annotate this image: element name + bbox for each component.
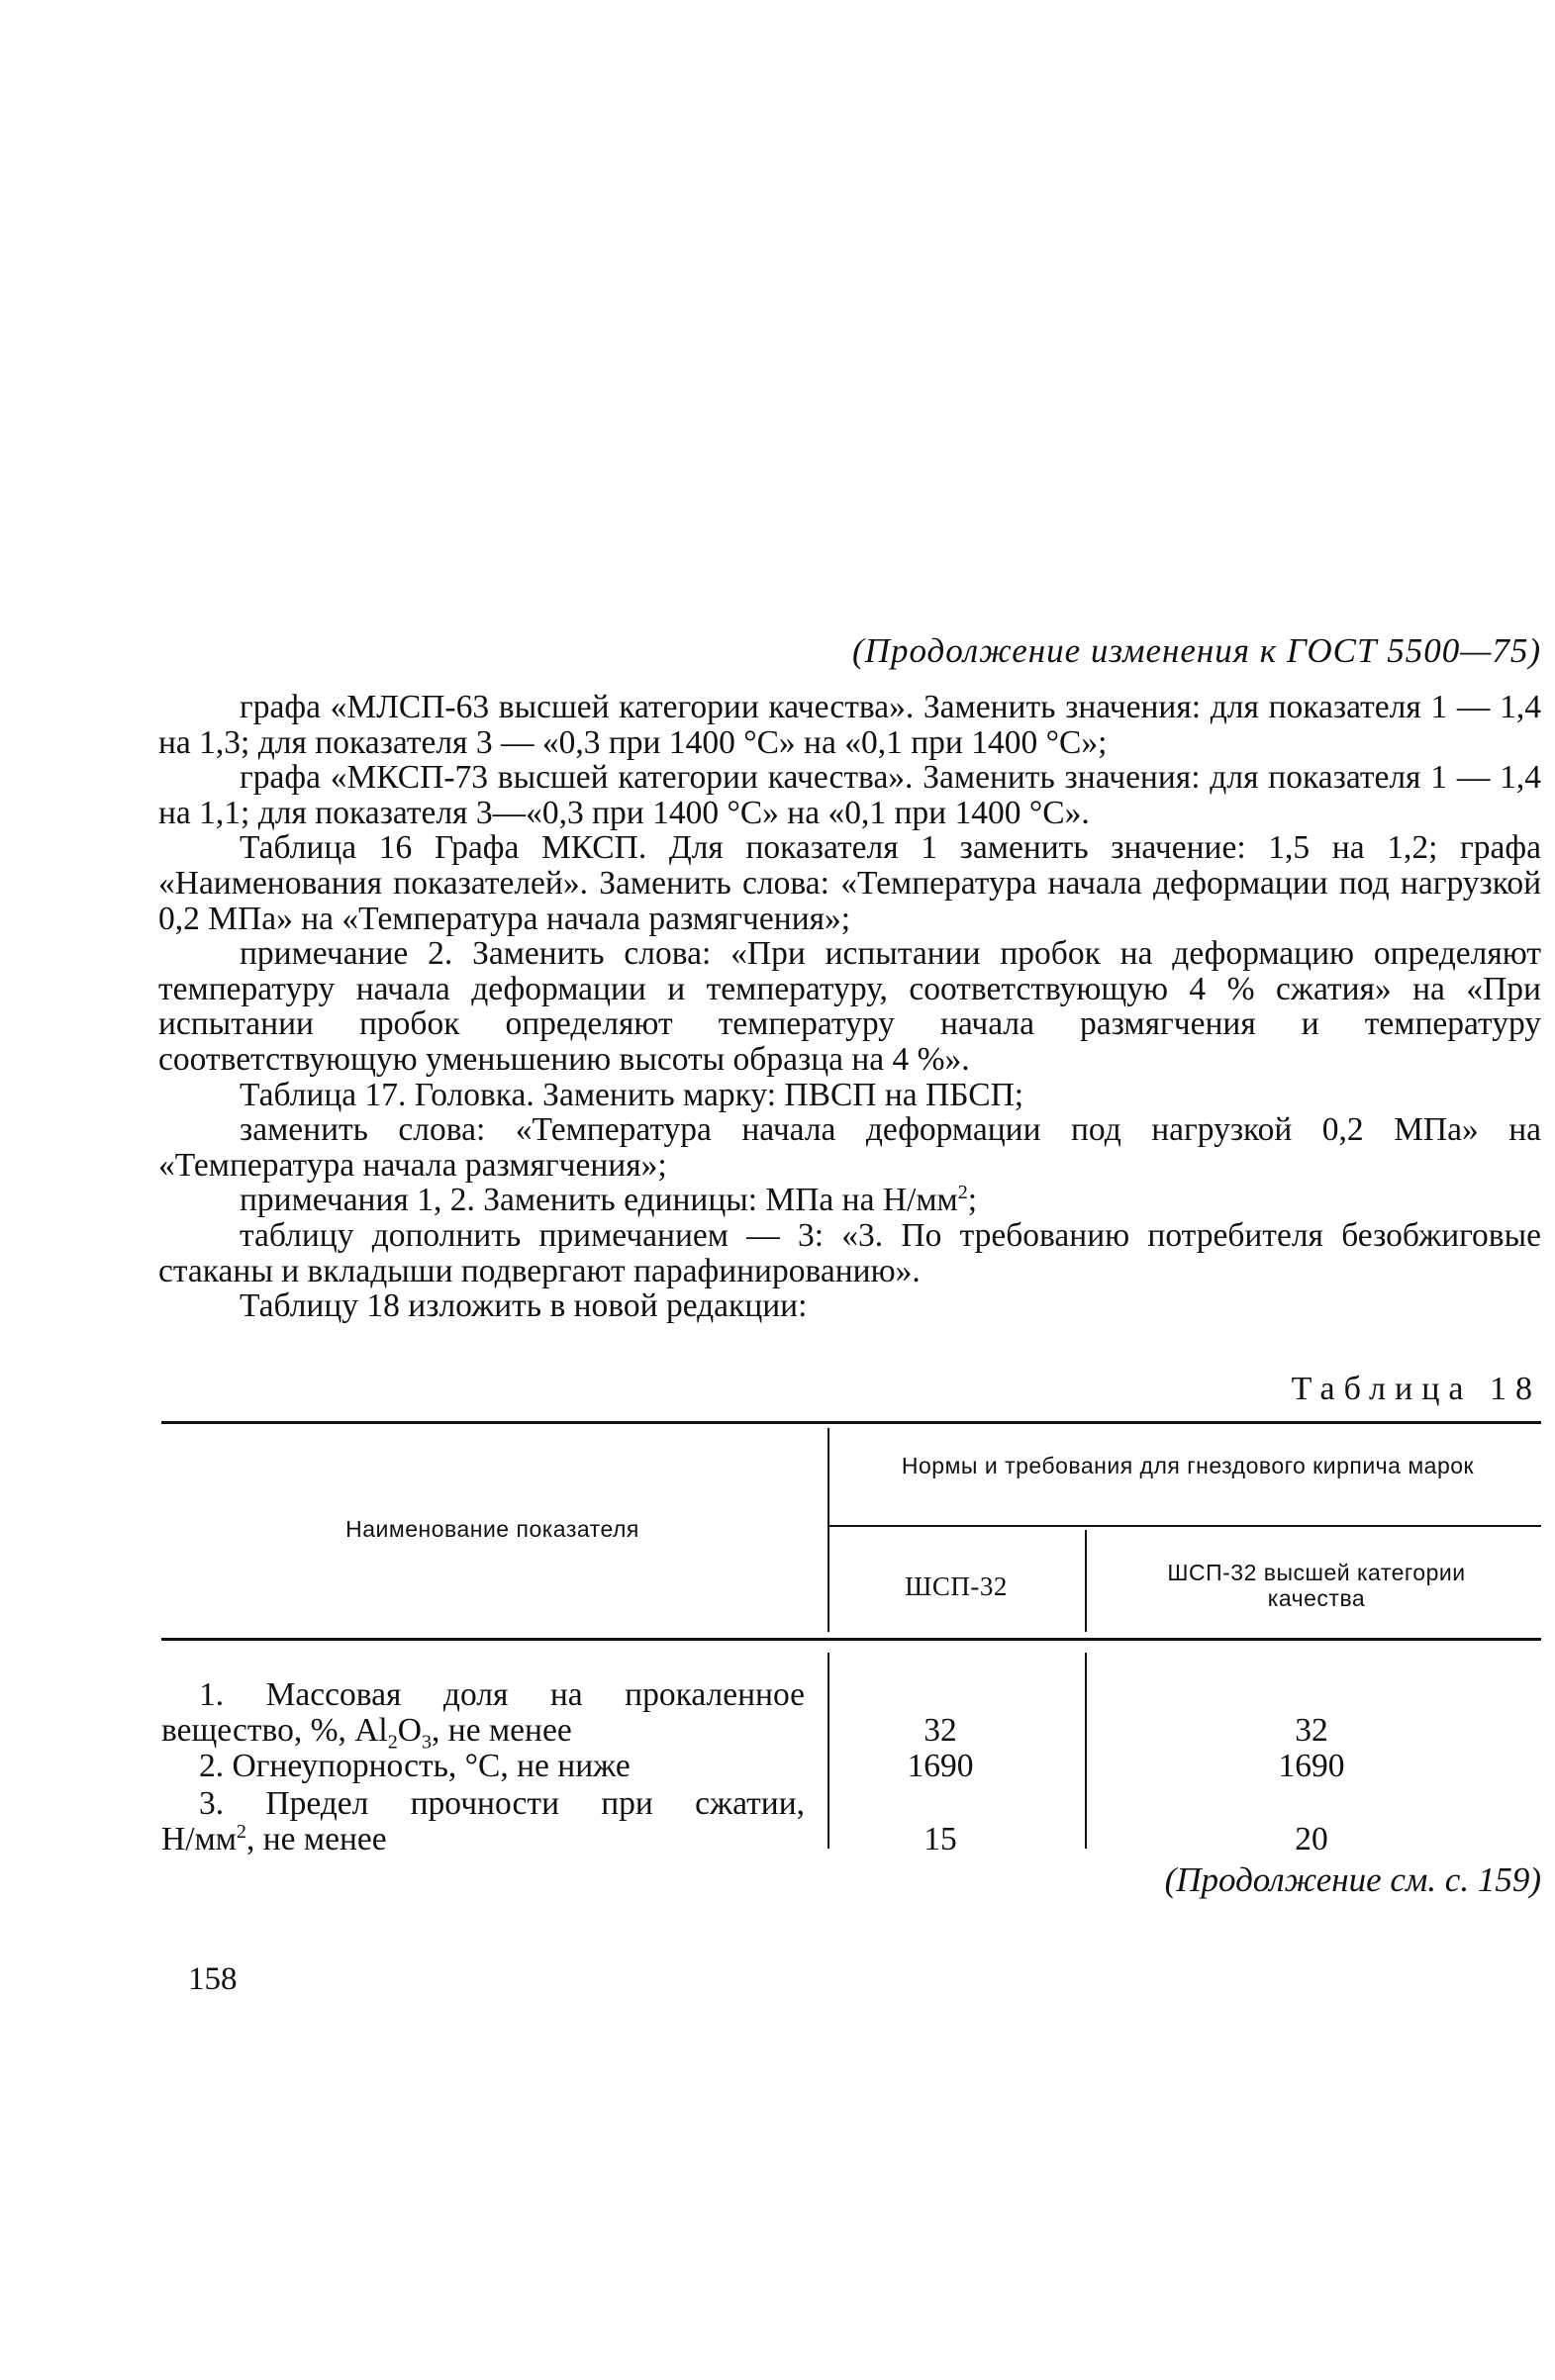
paragraph: Таблица 16 Графа МКСП. Для показателя 1 заменить значение: 1,5 на 1,2; графа «Наименования показателей». Заменить слова: «Температура начала деформации под нагрузкой 0,2 МПа» на «Температура начала размягчения»; xyxy=(158,829,1541,937)
paragraph: примечание 2. Заменить слова: «При испытании пробок на деформацию определяют температуру начала деформации и температуру, соответствующую 4 % сжатия» на «При испытании пробок определяют температуру начала размягчения и температуру соответствующую уменьшению высоты образца на 4 %». xyxy=(158,935,1541,1078)
table-top-rule xyxy=(161,1421,1541,1424)
table-cell-value: 32 xyxy=(923,1712,957,1749)
table-row-name: 3. Предел прочности при сжатии, $Н/мм^2$, не менее xyxy=(161,1785,805,1857)
body-text xyxy=(158,690,1541,1324)
page-number: 158 xyxy=(188,1961,238,1997)
paragraph: Таблицу 18 изложить в новой редакции: xyxy=(240,1287,808,1325)
paragraph: графа «МКСП-73 высшей категории качества». Заменить значения: для показателя 1 — 1,4 на 1,1; для показателя 3—«0,3 при 1400 °С» на «0,1 при 1400 °С». xyxy=(158,759,1541,831)
column-divider xyxy=(1085,1530,1087,1632)
table-caption: Таблица 18 xyxy=(1291,1371,1541,1407)
table-cell-value: 1690 xyxy=(1278,1748,1345,1784)
table-row-name: 2. Огнеупорность, °С, не ниже xyxy=(199,1748,631,1784)
paragraph: примечания 1, 2. Заменить единицы: МПа на $Н/мм^2$; xyxy=(240,1182,978,1219)
continuation-footer: (Продолжение см. с. 159) xyxy=(1164,1860,1541,1899)
group-header-rule xyxy=(829,1525,1541,1527)
column-header-name: Наименование показателя xyxy=(345,1516,639,1542)
paragraph: графа «МЛСП-63 высшей категории качества». Заменить значения: для показателя 1 — 1,4 на 1,3; для показателя 3 — «0,3 при 1400 °С» на «0,1 при 1400 °С»; xyxy=(158,689,1541,761)
column-divider xyxy=(827,1653,829,1849)
table-cell-value: 32 xyxy=(1295,1712,1328,1749)
paragraph: заменить слова: «Температура начала деформации под нагрузкой 0,2 МПа» на «Температура начала размягчения»; xyxy=(158,1111,1541,1184)
column-divider xyxy=(827,1428,829,1632)
table-cell-value: 20 xyxy=(1295,1821,1328,1857)
column-header-2: ШСП-32 высшей категории качества xyxy=(1167,1560,1466,1611)
column-header-1: ШСП-32 xyxy=(905,1571,1008,1601)
column-divider xyxy=(1085,1653,1087,1849)
paragraph: Таблица 17. Головка. Заменить марку: ПВСП на ПБСП; xyxy=(240,1076,1024,1113)
paragraph: таблицу дополнить примечанием — 3: «3. По требованию потребителя безобжиговые стаканы и вкладыши подвергают парафинированию». xyxy=(158,1216,1541,1289)
table-cell-value: 1690 xyxy=(907,1748,974,1784)
header-bottom-rule xyxy=(161,1638,1541,1641)
continuation-header: (Продолжение изменения к ГОСТ 5500—75) xyxy=(852,631,1541,670)
table-cell-value: 15 xyxy=(923,1821,957,1857)
group-header: Нормы и требования для гнездового кирпича марок xyxy=(901,1453,1475,1478)
table-row-name: 1. Массовая доля на прокаленное вещество, %, $Al_2O_3$, не менее xyxy=(161,1676,805,1754)
